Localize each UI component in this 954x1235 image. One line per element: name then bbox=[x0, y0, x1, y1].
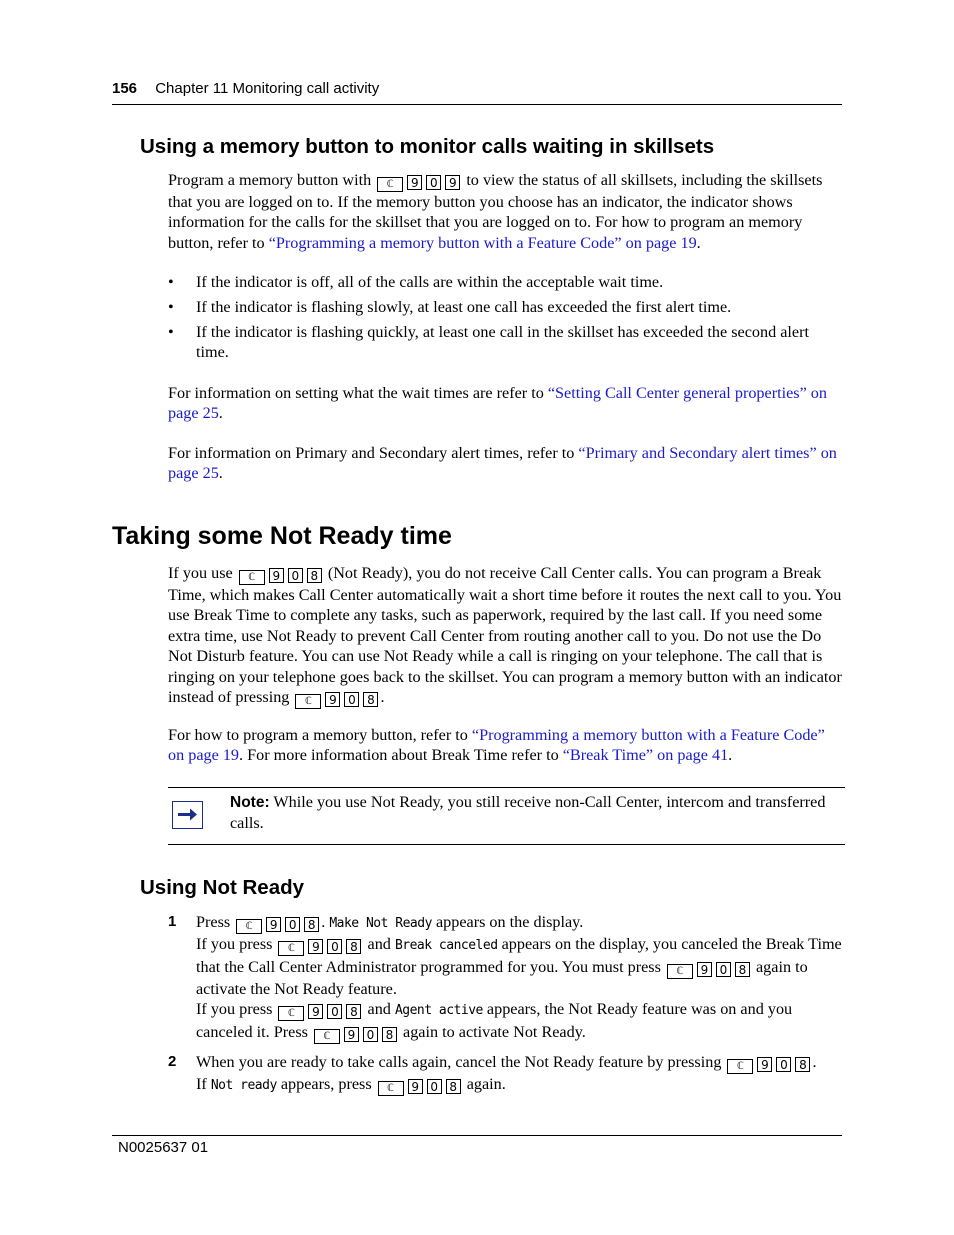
key-9: 9 bbox=[757, 1057, 772, 1072]
key-9: 9 bbox=[697, 962, 712, 977]
key-8: 8 bbox=[446, 1079, 461, 1094]
key-9: 9 bbox=[325, 692, 340, 707]
display-text: Break canceled bbox=[394, 938, 498, 954]
key-8: 8 bbox=[795, 1057, 810, 1072]
key-0: 0 bbox=[327, 939, 342, 954]
feature-key-icon: ℂ bbox=[667, 964, 693, 979]
bullet-icon: • bbox=[168, 323, 174, 341]
indicator-bullet-list bbox=[168, 272, 843, 367]
key-9: 9 bbox=[408, 1079, 423, 1094]
note-box bbox=[168, 787, 845, 845]
key-9: 9 bbox=[266, 917, 281, 932]
key-9: 9 bbox=[407, 175, 422, 190]
key-0: 0 bbox=[426, 175, 441, 190]
key-8: 8 bbox=[304, 917, 319, 932]
link-programming-memory-button[interactable]: “Programming a memory button with a Feature Code” on page 19 bbox=[268, 233, 697, 252]
key-9: 9 bbox=[269, 568, 284, 583]
key-0: 0 bbox=[427, 1079, 442, 1094]
link-call-center-properties[interactable]: “Setting Call Center general properties” on page 25 bbox=[168, 384, 827, 423]
feature-key-icon: ℂ bbox=[278, 1006, 304, 1021]
key-0: 0 bbox=[363, 1027, 378, 1042]
note-text: Note: While you use Not Ready, you still receive non-Call Center, intercom and transferred calls. bbox=[230, 793, 826, 833]
note-label: Note: bbox=[230, 794, 270, 811]
key-8: 8 bbox=[363, 692, 378, 707]
key-0: 0 bbox=[285, 917, 300, 932]
feature-key-icon: ℂ bbox=[278, 941, 304, 956]
feature-key-icon: ℂ bbox=[239, 570, 265, 585]
step-2: 2 When you are ready to take calls again, cancel the Not Ready feature by pressing ℂ 9 0 8 . If Not ready appears, press ℂ 9 0 8 again. bbox=[168, 1052, 817, 1094]
page-header bbox=[112, 80, 842, 97]
list-item: • If the indicator is off, all of the calls are within the acceptable wait time. bbox=[168, 273, 664, 291]
display-text: Make Not Ready bbox=[329, 916, 432, 931]
step-1: 1 Press ℂ 9 0 8 . Make Not Ready appears on the display. If you press ℂ 9 0 8 and Break canceled appears on the display, you canceled the Break Time that the Call Center Administrator programmed for you. You must press ℂ 9 0 8 again to activate the Not Ready feature. If you press ℂ 9 0 8 and Agent active appears, the Not Ready feature was on and you canceled it. Press ℂ 9 0 8 again to activate Not Ready. bbox=[168, 913, 842, 1042]
display-text: Agent active bbox=[394, 1003, 483, 1019]
paragraph-wait-times: For information on setting what the wait times are refer to “Setting Call Center general properties” on page 25. bbox=[168, 384, 827, 423]
key-0: 0 bbox=[288, 568, 303, 583]
step-number: 1 bbox=[168, 913, 177, 930]
key-9: 9 bbox=[445, 175, 460, 190]
key-0: 0 bbox=[344, 692, 359, 707]
list-item: • If the indicator is flashing slowly, at least one call has exceeded the first alert time. bbox=[168, 298, 732, 316]
link-break-time[interactable]: “Break Time” on page 41 bbox=[562, 746, 729, 765]
list-item: • If the indicator is flashing quickly, at least one call in the skillset has exceeded the second alert time. bbox=[168, 323, 809, 362]
feature-key-icon: ℂ bbox=[377, 177, 403, 192]
paragraph-alert-times: For information on Primary and Secondary alert times, refer to “Primary and Secondary alert times” on page 25. bbox=[168, 444, 837, 483]
section-heading-using-not-ready: Using Not Ready bbox=[140, 876, 305, 899]
header-rule bbox=[112, 104, 842, 105]
feature-key-icon: ℂ bbox=[378, 1081, 404, 1096]
link-primary-secondary-alert[interactable]: “Primary and Secondary alert times” on page 25 bbox=[168, 444, 837, 483]
key-8: 8 bbox=[307, 568, 322, 583]
paragraph-program-memory: Program a memory button with ℂ 9 0 9 to view the status of all skillsets, including the skillsets that you are logged on to. If the memory button you choose has an indicator, the indicator shows information for the calls for the skillset that you are logged on to. For how to program an memory button, refer to “Programming a memory button with a Feature Code” on page 19. bbox=[168, 171, 823, 252]
bullet-icon: • bbox=[168, 298, 174, 316]
steps-list bbox=[168, 912, 843, 1096]
key-9: 9 bbox=[308, 939, 323, 954]
key-9: 9 bbox=[308, 1004, 323, 1019]
section-heading-not-ready: Taking some Not Ready time bbox=[112, 522, 452, 550]
feature-key-icon: ℂ bbox=[295, 694, 321, 709]
key-0: 0 bbox=[716, 962, 731, 977]
page-number: 156 bbox=[112, 80, 138, 97]
feature-key-icon: ℂ bbox=[236, 919, 262, 934]
key-0: 0 bbox=[776, 1057, 791, 1072]
key-8: 8 bbox=[346, 939, 361, 954]
link-programming-memory-button[interactable]: “Programming a memory button with a Feature Code” on page 19 bbox=[168, 726, 825, 765]
key-0: 0 bbox=[327, 1004, 342, 1019]
bullet-icon: • bbox=[168, 273, 174, 291]
paragraph-not-ready: If you use ℂ 9 0 8 (Not Ready), you do not receive Call Center calls. You can program a Break Time, which makes Call Center automatically wait a short time before it routes the next call to you. You use Break Time to complete any tasks, such as paperwork, required by the last call. If you need some extra time, use Not Ready to prevent Call Center from routing another call to you. Do not use the Do Not Disturb feature. You can use Not Ready while a call is ringing on your telephone. The call that is ringing on your telephone goes back to the skillset. You can program a memory button with an indicator instead of pressing ℂ 9 0 8 . bbox=[168, 564, 842, 708]
document-number: N0025637 01 bbox=[118, 1139, 209, 1156]
footer-rule bbox=[112, 1135, 842, 1136]
key-9: 9 bbox=[344, 1027, 359, 1042]
feature-key-icon: ℂ bbox=[727, 1059, 753, 1074]
section-heading-memory-button: Using a memory button to monitor calls waiting in skillsets bbox=[140, 135, 715, 158]
arrow-right-icon bbox=[172, 801, 203, 829]
feature-key-icon: ℂ bbox=[314, 1029, 340, 1044]
display-text: Not ready bbox=[210, 1077, 277, 1093]
step-number: 2 bbox=[168, 1052, 177, 1070]
key-8: 8 bbox=[346, 1004, 361, 1019]
key-8: 8 bbox=[735, 962, 750, 977]
paragraph-program-break-time: For how to program a memory button, refer to “Programming a memory button with a Feature Code” on page 19. For more information about Break Time refer to “Break Time” on page 41. bbox=[168, 726, 825, 765]
chapter-title: Chapter 11 Monitoring call activity bbox=[155, 80, 380, 97]
key-8: 8 bbox=[382, 1027, 397, 1042]
